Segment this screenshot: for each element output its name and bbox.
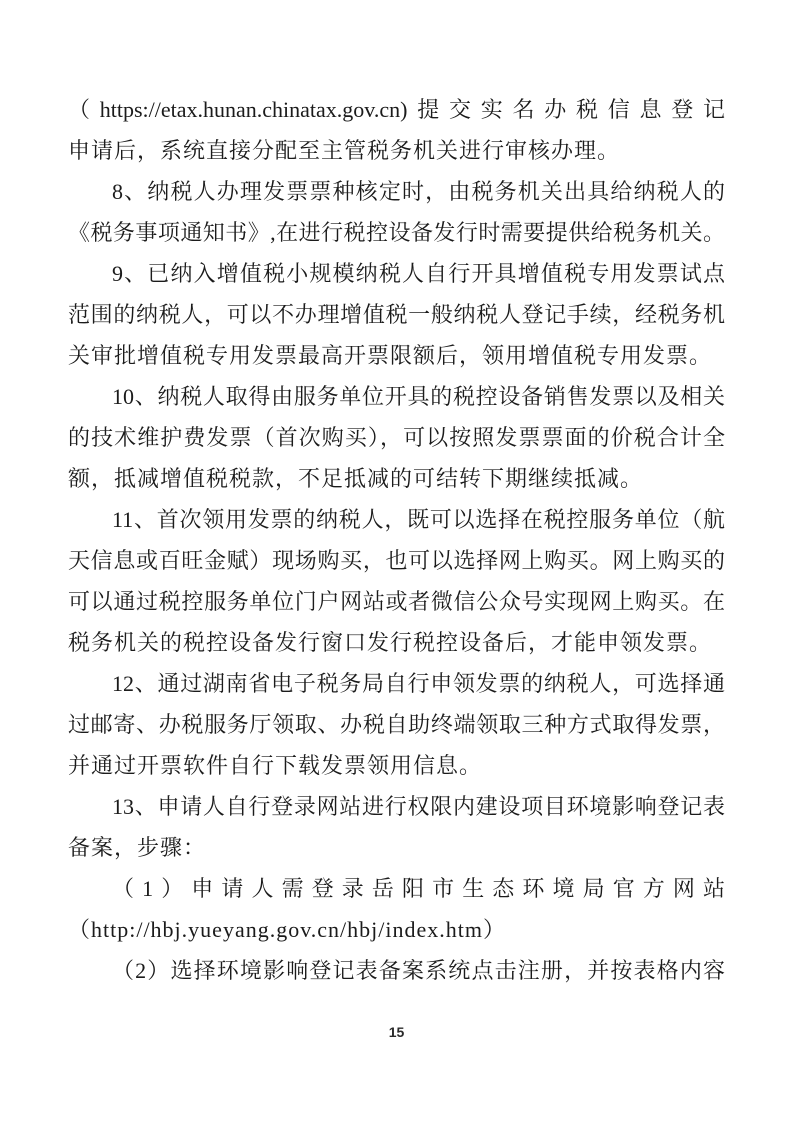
text-line: 8、纳税人办理发票票种核定时，由税务机关出具给纳税人的 bbox=[112, 179, 725, 204]
text-line: 备案，步骤： bbox=[68, 835, 207, 860]
text-line: 天信息或百旺金赋）现场购买，也可以选择网上购买。网上购买的 bbox=[68, 548, 725, 573]
text-line: 的技术维护费发票（首次购买），可以按照发票票面的价税合计全 bbox=[68, 425, 725, 450]
text-line: （http://hbj.yueyang.gov.cn/hbj/index.htm） bbox=[68, 917, 506, 942]
document-body bbox=[68, 89, 725, 991]
text-line: 可以通过税控服务单位门户网站或者微信公众号实现网上购买。在 bbox=[68, 589, 725, 614]
text-line: 关审批增值税专用发票最高开票限额后，领用增值税专用发票。 bbox=[68, 343, 713, 368]
text-line: 税务机关的税控设备发行窗口发行税控设备后，才能申领发票。 bbox=[68, 630, 713, 655]
text-line: （https://etax.hunan.chinatax.gov.cn)提交实名办税信息登记 bbox=[68, 97, 725, 122]
text-line: 11、首次领用发票的纳税人，既可以选择在税控服务单位（航 bbox=[112, 507, 725, 532]
text-line: 12、通过湖南省电子税务局自行申领发票的纳税人，可选择通 bbox=[112, 671, 725, 696]
text-line: 过邮寄、办税服务厅领取、办税自助终端领取三种方式取得发票， bbox=[68, 712, 725, 737]
text-line: 13、申请人自行登录网站进行权限内建设项目环境影响登记表 bbox=[112, 794, 725, 819]
text-line: 9、已纳入增值税小规模纳税人自行开具增值税专用发票试点 bbox=[112, 261, 725, 286]
text-line: 《税务事项通知书》,在进行税控设备发行时需要提供给税务机关。 bbox=[68, 220, 725, 245]
text-line: （2）选择环境影响登记表备案系统点击注册，并按表格内容 bbox=[112, 958, 725, 983]
text-line: 范围的纳税人，可以不办理增值税一般纳税人登记手续，经税务机 bbox=[68, 302, 725, 327]
text-line: 并通过开票软件自行下载发票领用信息。 bbox=[68, 753, 483, 778]
text-line: 10、纳税人取得由服务单位开具的税控设备销售发票以及相关 bbox=[112, 384, 725, 409]
text-line: （1）申请人需登录岳阳市生态环境局官方网站 bbox=[112, 876, 725, 901]
text-line: 申请后，系统直接分配至主管税务机关进行审核办理。 bbox=[68, 138, 621, 163]
page-number: 15 bbox=[388, 1024, 405, 1040]
text-line: 额，抵减增值税税款，不足抵减的可结转下期继续抵减。 bbox=[68, 466, 644, 491]
